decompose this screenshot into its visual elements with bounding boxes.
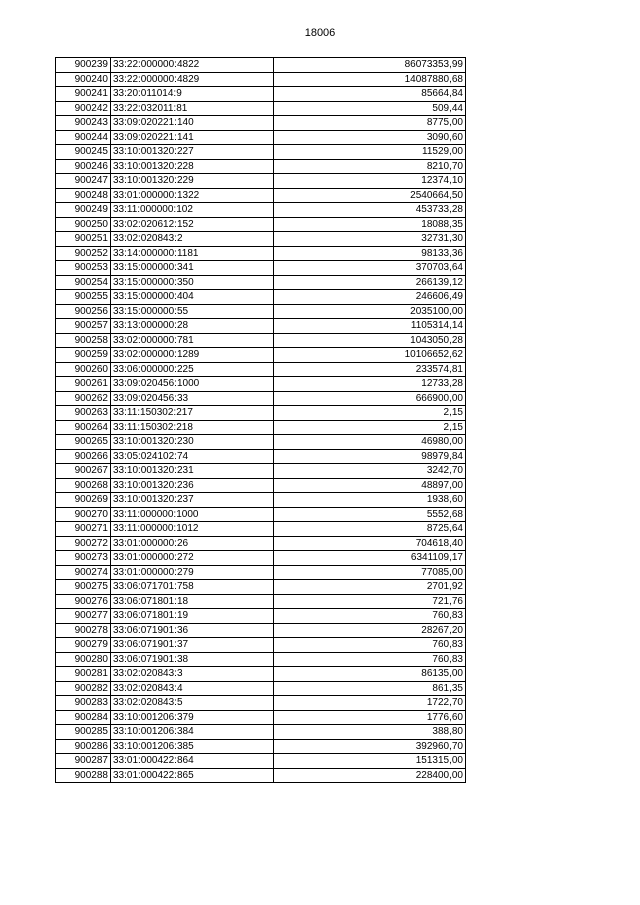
cadastral-number-cell: 33:09:020456:1000 <box>111 377 274 392</box>
table-row <box>56 145 466 160</box>
cadastral-value-cell: 760,83 <box>274 638 466 653</box>
row-number-cell: 900247 <box>56 174 111 189</box>
cadastral-value-cell: 12733,28 <box>274 377 466 392</box>
row-number-cell: 900240 <box>56 72 111 87</box>
cadastral-value-cell: 1722,70 <box>274 696 466 711</box>
cadastral-number-cell: 33:06:071901:38 <box>111 652 274 667</box>
row-number-cell: 900262 <box>56 391 111 406</box>
cadastral-value-cell: 370703,64 <box>274 261 466 276</box>
cadastral-value-cell: 98133,36 <box>274 246 466 261</box>
cadastral-number-cell: 33:06:071801:18 <box>111 594 274 609</box>
cadastral-number-cell: 33:15:000000:404 <box>111 290 274 305</box>
cadastral-value-cell: 2,15 <box>274 420 466 435</box>
table-row <box>56 391 466 406</box>
table-row <box>56 522 466 537</box>
cadastral-number-cell: 33:09:020456:33 <box>111 391 274 406</box>
cadastral-number-cell: 33:15:000000:341 <box>111 261 274 276</box>
cadastral-value-cell: 3242,70 <box>274 464 466 479</box>
cadastral-value-cell: 10106652,62 <box>274 348 466 363</box>
page-number: 18006 <box>304 27 336 39</box>
row-number-cell: 900258 <box>56 333 111 348</box>
table-row <box>56 261 466 276</box>
table-row <box>56 72 466 87</box>
cadastral-number-cell: 33:06:000000:225 <box>111 362 274 377</box>
cadastral-value-cell: 77085,00 <box>274 565 466 580</box>
cadastral-number-cell: 33:14:000000:1181 <box>111 246 274 261</box>
cadastral-value-cell: 98979,84 <box>274 449 466 464</box>
table-row <box>56 478 466 493</box>
row-number-cell: 900241 <box>56 87 111 102</box>
row-number-cell: 900267 <box>56 464 111 479</box>
cadastral-number-cell: 33:10:001206:385 <box>111 739 274 754</box>
table-row <box>56 246 466 261</box>
row-number-cell: 900239 <box>56 58 111 73</box>
cadastral-value-cell: 228400,00 <box>274 768 466 783</box>
row-number-cell: 900257 <box>56 319 111 334</box>
cadastral-value-cell: 1938,60 <box>274 493 466 508</box>
cadastral-value-cell: 721,76 <box>274 594 466 609</box>
row-number-cell: 900274 <box>56 565 111 580</box>
row-number-cell: 900281 <box>56 667 111 682</box>
table-row <box>56 406 466 421</box>
cadastral-number-cell: 33:10:001206:384 <box>111 725 274 740</box>
table-row <box>56 696 466 711</box>
cadastral-number-cell: 33:01:000000:272 <box>111 551 274 566</box>
cadastral-number-cell: 33:11:000000:102 <box>111 203 274 218</box>
cadastral-value-cell: 388,80 <box>274 725 466 740</box>
cadastral-value-cell: 32731,30 <box>274 232 466 247</box>
cadastral-value-cell: 760,83 <box>274 652 466 667</box>
table-row <box>56 333 466 348</box>
table-row <box>56 580 466 595</box>
table-row <box>56 188 466 203</box>
row-number-cell: 900263 <box>56 406 111 421</box>
row-number-cell: 900273 <box>56 551 111 566</box>
cadastral-value-cell: 6341109,17 <box>274 551 466 566</box>
cadastral-number-cell: 33:15:000000:55 <box>111 304 274 319</box>
cadastral-number-cell: 33:05:024102:74 <box>111 449 274 464</box>
cadastral-number-cell: 33:09:020221:141 <box>111 130 274 145</box>
cadastral-value-cell: 233574,81 <box>274 362 466 377</box>
table-row <box>56 768 466 783</box>
row-number-cell: 900266 <box>56 449 111 464</box>
table-row <box>56 638 466 653</box>
cadastral-value-cell: 266139,12 <box>274 275 466 290</box>
cadastral-number-cell: 33:10:001206:379 <box>111 710 274 725</box>
cadastral-number-cell: 33:15:000000:350 <box>111 275 274 290</box>
table-row <box>56 319 466 334</box>
cadastral-value-cell: 1043050,28 <box>274 333 466 348</box>
cadastral-value-cell: 8775,00 <box>274 116 466 131</box>
row-number-cell: 900254 <box>56 275 111 290</box>
cadastral-number-cell: 33:02:020843:5 <box>111 696 274 711</box>
cadastral-number-cell: 33:09:020221:140 <box>111 116 274 131</box>
cadastral-value-cell: 8725,64 <box>274 522 466 537</box>
row-number-cell: 900265 <box>56 435 111 450</box>
row-number-cell: 900279 <box>56 638 111 653</box>
table-row <box>56 464 466 479</box>
table-row <box>56 536 466 551</box>
row-number-cell: 900288 <box>56 768 111 783</box>
table-row <box>56 377 466 392</box>
table-row <box>56 348 466 363</box>
row-number-cell: 900242 <box>56 101 111 116</box>
row-number-cell: 900261 <box>56 377 111 392</box>
table-row <box>56 116 466 131</box>
row-number-cell: 900251 <box>56 232 111 247</box>
table-row <box>56 739 466 754</box>
cadastral-number-cell: 33:20:011014:9 <box>111 87 274 102</box>
cadastral-number-cell: 33:01:000422:865 <box>111 768 274 783</box>
row-number-cell: 900252 <box>56 246 111 261</box>
table-body <box>56 58 466 783</box>
row-number-cell: 900250 <box>56 217 111 232</box>
table-row <box>56 710 466 725</box>
cadastral-value-cell: 85664,84 <box>274 87 466 102</box>
cadastral-value-cell: 1105314,14 <box>274 319 466 334</box>
row-number-cell: 900275 <box>56 580 111 595</box>
cadastral-number-cell: 33:10:001320:229 <box>111 174 274 189</box>
row-number-cell: 900284 <box>56 710 111 725</box>
row-number-cell: 900259 <box>56 348 111 363</box>
cadastral-number-cell: 33:11:000000:1000 <box>111 507 274 522</box>
cadastral-number-cell: 33:02:000000:1289 <box>111 348 274 363</box>
row-number-cell: 900271 <box>56 522 111 537</box>
cadastral-number-cell: 33:10:001320:231 <box>111 464 274 479</box>
cadastral-number-cell: 33:13:000000:28 <box>111 319 274 334</box>
cadastral-value-cell: 246606,49 <box>274 290 466 305</box>
cadastral-value-cell: 8210,70 <box>274 159 466 174</box>
cadastral-value-cell: 48897,00 <box>274 478 466 493</box>
cadastral-value-cell: 1776,60 <box>274 710 466 725</box>
table-row <box>56 203 466 218</box>
row-number-cell: 900272 <box>56 536 111 551</box>
row-number-cell: 900282 <box>56 681 111 696</box>
cadastral-number-cell: 33:11:150302:218 <box>111 420 274 435</box>
row-number-cell: 900248 <box>56 188 111 203</box>
cadastral-number-cell: 33:06:071801:19 <box>111 609 274 624</box>
cadastral-value-cell: 704618,40 <box>274 536 466 551</box>
cadastral-number-cell: 33:01:000000:279 <box>111 565 274 580</box>
cadastral-number-cell: 33:10:001320:237 <box>111 493 274 508</box>
row-number-cell: 900287 <box>56 754 111 769</box>
table-row <box>56 290 466 305</box>
cadastral-number-cell: 33:02:020843:2 <box>111 232 274 247</box>
cadastral-value-cell: 392960,70 <box>274 739 466 754</box>
cadastral-value-cell: 28267,20 <box>274 623 466 638</box>
row-number-cell: 900264 <box>56 420 111 435</box>
row-number-cell: 900245 <box>56 145 111 160</box>
table-row <box>56 725 466 740</box>
row-number-cell: 900283 <box>56 696 111 711</box>
table-row <box>56 130 466 145</box>
cadastral-value-table <box>55 57 466 783</box>
table-row <box>56 754 466 769</box>
cadastral-number-cell: 33:01:000000:26 <box>111 536 274 551</box>
cadastral-number-cell: 33:11:150302:217 <box>111 406 274 421</box>
cadastral-value-cell: 14087880,68 <box>274 72 466 87</box>
cadastral-value-cell: 86135,00 <box>274 667 466 682</box>
table-row <box>56 594 466 609</box>
cadastral-value-cell: 2701,92 <box>274 580 466 595</box>
cadastral-value-cell: 453733,28 <box>274 203 466 218</box>
table-row <box>56 652 466 667</box>
row-number-cell: 900253 <box>56 261 111 276</box>
row-number-cell: 900256 <box>56 304 111 319</box>
cadastral-number-cell: 33:22:000000:4829 <box>111 72 274 87</box>
cadastral-number-cell: 33:22:000000:4822 <box>111 58 274 73</box>
row-number-cell: 900246 <box>56 159 111 174</box>
row-number-cell: 900286 <box>56 739 111 754</box>
cadastral-value-cell: 5552,68 <box>274 507 466 522</box>
cadastral-number-cell: 33:02:020843:3 <box>111 667 274 682</box>
cadastral-value-cell: 11529,00 <box>274 145 466 160</box>
table-row <box>56 435 466 450</box>
table-row <box>56 667 466 682</box>
table-row <box>56 681 466 696</box>
cadastral-number-cell: 33:02:020843:4 <box>111 681 274 696</box>
cadastral-value-cell: 666900,00 <box>274 391 466 406</box>
table-row <box>56 623 466 638</box>
table-row <box>56 87 466 102</box>
cadastral-number-cell: 33:06:071701:758 <box>111 580 274 595</box>
cadastral-value-cell: 151315,00 <box>274 754 466 769</box>
table-row <box>56 420 466 435</box>
row-number-cell: 900270 <box>56 507 111 522</box>
cadastral-value-cell: 2035100,00 <box>274 304 466 319</box>
cadastral-number-cell: 33:01:000422:864 <box>111 754 274 769</box>
cadastral-value-cell: 18088,35 <box>274 217 466 232</box>
row-number-cell: 900260 <box>56 362 111 377</box>
row-number-cell: 900278 <box>56 623 111 638</box>
table-row <box>56 362 466 377</box>
cadastral-value-cell: 2540664,50 <box>274 188 466 203</box>
cadastral-number-cell: 33:22:032011:81 <box>111 101 274 116</box>
cadastral-number-cell: 33:10:001320:230 <box>111 435 274 450</box>
row-number-cell: 900249 <box>56 203 111 218</box>
table-row <box>56 275 466 290</box>
row-number-cell: 900280 <box>56 652 111 667</box>
table-row <box>56 551 466 566</box>
table-row <box>56 609 466 624</box>
cadastral-value-cell: 509,44 <box>274 101 466 116</box>
cadastral-number-cell: 33:10:001320:236 <box>111 478 274 493</box>
table-row <box>56 565 466 580</box>
row-number-cell: 900243 <box>56 116 111 131</box>
table-row <box>56 232 466 247</box>
row-number-cell: 900269 <box>56 493 111 508</box>
cadastral-number-cell: 33:06:071901:36 <box>111 623 274 638</box>
cadastral-number-cell: 33:10:001320:228 <box>111 159 274 174</box>
table-row <box>56 101 466 116</box>
cadastral-value-cell: 12374,10 <box>274 174 466 189</box>
row-number-cell: 900276 <box>56 594 111 609</box>
cadastral-number-cell: 33:11:000000:1012 <box>111 522 274 537</box>
row-number-cell: 900285 <box>56 725 111 740</box>
cadastral-number-cell: 33:01:000000:1322 <box>111 188 274 203</box>
table-row <box>56 507 466 522</box>
cadastral-number-cell: 33:06:071901:37 <box>111 638 274 653</box>
cadastral-number-cell: 33:02:020612:152 <box>111 217 274 232</box>
table-row <box>56 449 466 464</box>
row-number-cell: 900277 <box>56 609 111 624</box>
cadastral-number-cell: 33:10:001320:227 <box>111 145 274 160</box>
row-number-cell: 900244 <box>56 130 111 145</box>
cadastral-value-cell: 2,15 <box>274 406 466 421</box>
cadastral-value-cell: 86073353,99 <box>274 58 466 73</box>
table-row <box>56 493 466 508</box>
table-row <box>56 159 466 174</box>
row-number-cell: 900255 <box>56 290 111 305</box>
cadastral-value-cell: 760,83 <box>274 609 466 624</box>
cadastral-value-cell: 46980,00 <box>274 435 466 450</box>
table-row <box>56 217 466 232</box>
table-row <box>56 58 466 73</box>
table-row <box>56 174 466 189</box>
cadastral-value-cell: 3090,60 <box>274 130 466 145</box>
cadastral-value-cell: 861,35 <box>274 681 466 696</box>
row-number-cell: 900268 <box>56 478 111 493</box>
cadastral-number-cell: 33:02:000000:781 <box>111 333 274 348</box>
table-row <box>56 304 466 319</box>
